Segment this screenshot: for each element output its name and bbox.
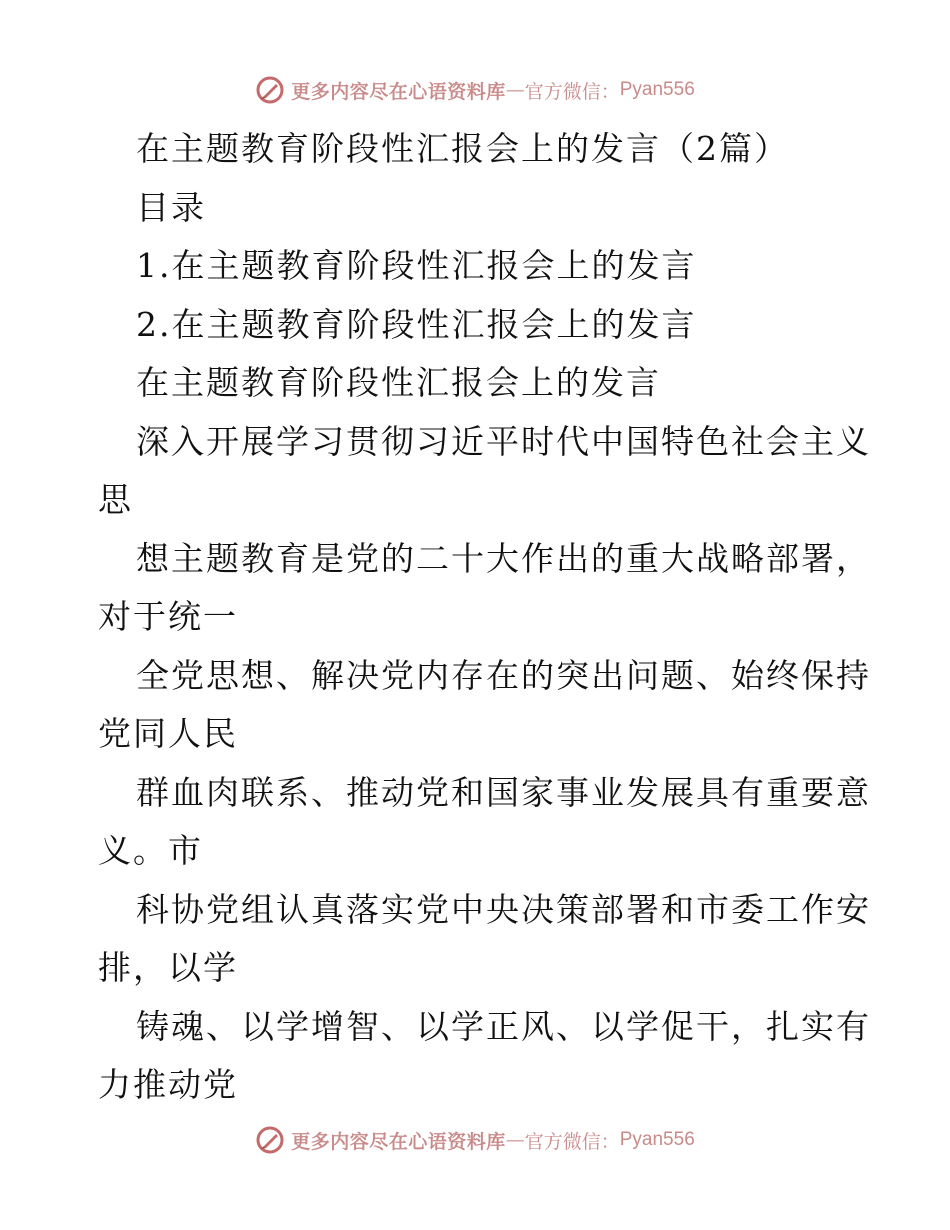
watermark-id: Pyan556 [619,79,695,100]
watermark-id: Pyan556 [619,1129,695,1150]
paragraph-line: 全党思想、解决党内存在的突出问题、始终保持 [136,655,871,695]
watermark-separator: — [505,79,525,101]
paragraph-line: 力推动党 [98,1065,238,1104]
document-title: 在主题教育阶段性汇报会上的发言（2篇） [136,129,789,168]
footer-watermark [0,1120,950,1160]
header-watermark [0,70,950,110]
paragraph-line: 党同人民 [98,714,238,753]
paragraph-line: 群血肉联系、推动党和国家事业发展具有重要意 [136,772,871,812]
watermark-text: 更多内容尽在心语资料库 [291,80,506,103]
document-body [98,120,871,1115]
paragraph-line: 铸魂、以学增智、以学正风、以学促干，扎实有 [136,1006,871,1046]
paragraph-line: 义。市 [98,831,203,870]
quill-logo-icon [255,1125,285,1155]
watermark-sub: 官方微信： [524,1130,620,1153]
paragraph-line: 科协党组认真落实党中央决策部署和市委工作安 [136,889,871,929]
watermark-separator: — [505,1129,525,1151]
paragraph-line: 想主题教育是党的二十大作出的重大战略部署， [136,538,871,578]
paragraph-line: 对于统一 [98,597,238,636]
paragraph-line: 思 [98,480,133,519]
watermark-sub: 官方微信： [524,80,620,103]
paragraph-line: 排，以学 [98,948,238,987]
quill-logo-icon [255,75,285,105]
toc-item-2: 2.在主题教育阶段性汇报会上的发言 [136,304,697,344]
toc-item-1: 1.在主题教育阶段性汇报会上的发言 [136,246,697,285]
section-title: 在主题教育阶段性汇报会上的发言 [136,363,661,402]
watermark-text: 更多内容尽在心语资料库 [291,1130,506,1153]
paragraph-line: 深入开展学习贯彻习近平时代中国特色社会主义 [136,421,871,461]
toc-heading: 目录 [136,187,206,227]
